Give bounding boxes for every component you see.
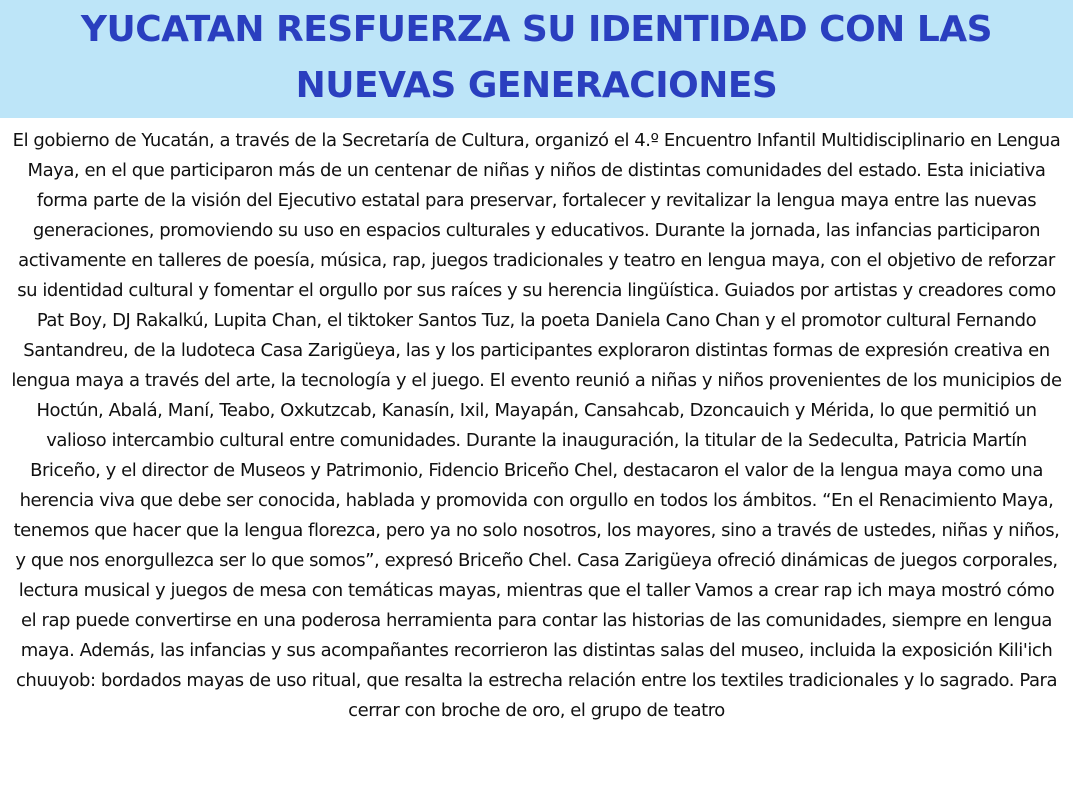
article-title: YUCATAN RESFUERZA SU IDENTIDAD CON LAS NUEVAS GENERACIONES bbox=[80, 9, 993, 106]
title-banner bbox=[0, 0, 1073, 118]
article-body bbox=[0, 118, 1073, 726]
article-paragraph: El gobierno de Yucatán, a través de la Secretaría de Cultura, organizó el 4.º Encuentro Infantil Multidisciplinario en Lengua Maya, en el que participaron más de un centenar de niñas y niños de distintas comunidades del estado. Esta iniciativa forma parte de la visión del Ejecutivo estatal para preservar, fortalecer y revitalizar la lengua maya entre las nuevas generaciones, promoviendo su uso en espacios culturales y educativos. Durante la jornada, las infancias participaron activamente en talleres de poesía, música, rap, juegos tradicionales y teatro en lengua maya, con el objetivo de reforzar su identidad cultural y fomentar el orgullo por sus raíces y su herencia lingüística. Guiados por artistas y creadores como Pat Boy, DJ Rakalkú, Lupita Chan, el tiktoker Santos Tuz, la poeta Daniela Cano Chan y el promotor cultural Fernando Santandreu, de la ludoteca Casa Zarigüeya, las y los participantes exploraron distintas formas de expresión creativa en lengua maya a través del arte, la tecnología y el juego. El evento reunió a niñas y niños provenientes de los municipios de Hoctún, Abalá, Maní, Teabo, Oxkutzcab, Kanasín, Ixil, Mayapán, Cansahcab, Dzoncauich y Mérida, lo que permitió un valioso intercambio cultural entre comunidades. Durante la inauguración, la titular de la Sedeculta, Patricia Martín Briceño, y el director de Museos y Patrimonio, Fidencio Briceño Chel, destacaron el valor de la lengua maya como una herencia viva que debe ser conocida, hablada y promovida con orgullo en todos los ámbitos. “En el Renacimiento Maya, tenemos que hacer que la lengua florezca, pero ya no solo nosotros, los mayores, sino a través de ustedes, niñas y niños, y que nos enorgullezca ser lo que somos”, expresó Briceño Chel. Casa Zarigüeya ofreció dinámicas de juegos corporales, lectura musical y juegos de mesa con temáticas mayas, mientras que el taller Vamos a crear rap ich maya mostró cómo el rap puede convertirse en una poderosa herramienta para contar las historias de las comunidades, siempre en lengua maya. Además, las infancias y sus acompañantes recorrieron las distintas salas del museo, incluida la exposición Kili'ich chuuyob: bordados mayas de uso ritual, que resalta la estrecha relación entre los textiles tradicionales y lo sagrado. Para cerrar con broche de oro, el grupo de teatro bbox=[11, 130, 1062, 721]
